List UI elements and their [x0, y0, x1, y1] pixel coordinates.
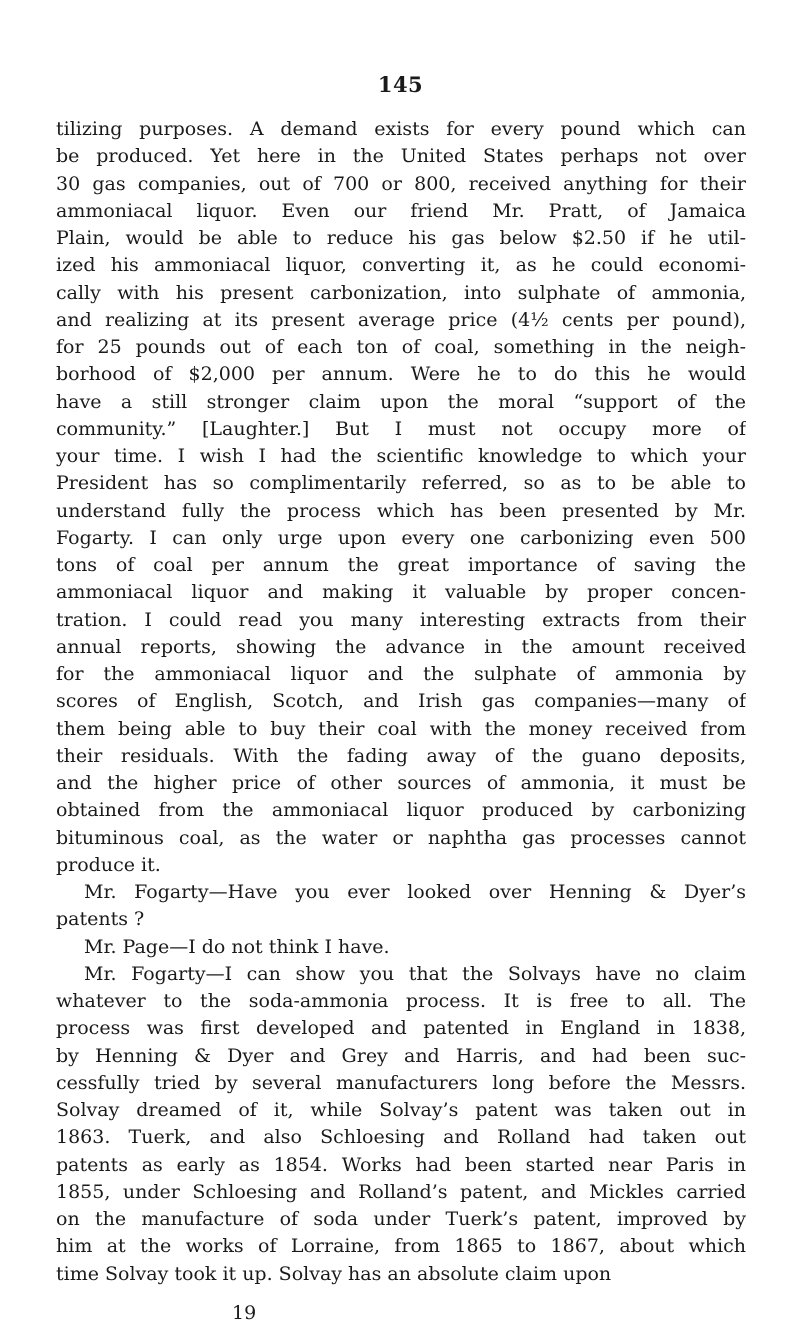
- text-line: and realizing at its present average price (4½ cents per pound),: [56, 308, 746, 331]
- paragraph: [56, 116, 746, 879]
- text-line: Solvay dreamed of it, while Solvay’s patent was taken out in: [56, 1099, 746, 1121]
- text-line: them being able to buy their coal with the money received from: [56, 717, 746, 740]
- text-line: borhood of $2,000 per annum. Were he to do this he would: [56, 363, 746, 386]
- text-line: 1855, under Schloesing and Rolland’s patent, and Mickles carried: [56, 1180, 746, 1203]
- text-line: be produced. Yet here in the United States perhaps not over: [56, 145, 746, 168]
- text-line: 30 gas companies, out of 700 or 800, received anything for their: [56, 172, 746, 195]
- text-line: their residuals. With the fading away of the guano deposits,: [56, 744, 746, 767]
- text-line: tons of coal per annum the great importance of saving the: [56, 554, 746, 576]
- paragraph: [56, 934, 746, 961]
- text-line: and the higher price of other sources of ammonia, it must be: [56, 772, 746, 794]
- text-line: cessfully tried by several manufacturers long before the Messrs.: [56, 1071, 746, 1094]
- text-line: patents as early as 1854. Works had been started near Paris in: [56, 1153, 746, 1176]
- text-line: Mr. Page—I do not think I have.: [84, 935, 390, 958]
- signature-mark: 19: [232, 1302, 257, 1324]
- text-line: community.” [Laughter.] But I must not occupy more of: [56, 417, 746, 440]
- text-line: ized his ammoniacal liquor, converting it, as he could economi-: [56, 254, 746, 277]
- text-line: cally with his present carbonization, into sulphate of ammonia,: [56, 281, 746, 304]
- paragraph: [56, 961, 746, 1288]
- text-line: obtained from the ammoniacal liquor produced by carbonizing: [56, 799, 746, 822]
- text-line: whatever to the soda-ammonia process. It is free to all. The: [56, 990, 746, 1012]
- text-line: by Henning & Dyer and Grey and Harris, and had been suc-: [56, 1044, 746, 1067]
- text-line: understand fully the process which has been presented by Mr.: [56, 499, 746, 522]
- text-line: 1863. Tuerk, and also Schloesing and Rolland had taken out: [56, 1126, 746, 1149]
- text-line: bituminous coal, as the water or naphtha gas processes cannot: [56, 826, 746, 849]
- page-number: 145: [377, 72, 424, 97]
- text-line: scores of English, Scotch, and Irish gas companies—many of: [56, 690, 746, 713]
- text-line: President has so complimentarily referred, so as to be able to: [56, 472, 746, 495]
- text-line: him at the works of Lorraine, from 1865 to 1867, about which: [56, 1235, 746, 1258]
- text-line: time Solvay took it up. Solvay has an absolute claim upon: [56, 1262, 612, 1285]
- text-line: annual reports, showing the advance in the amount received: [56, 635, 746, 658]
- text-line: Mr. Fogarty—I can show you that the Solvays have no claim: [84, 962, 746, 985]
- text-line: have a still stronger claim upon the moral “support of the: [56, 390, 746, 413]
- text-line: Mr. Fogarty—Have you ever looked over Henning & Dyer’s: [84, 881, 746, 903]
- text-line: patents ?: [56, 908, 145, 931]
- text-line: process was first developed and patented in England in 1838,: [56, 1017, 746, 1040]
- body-text: [56, 116, 746, 1288]
- text-line: for the ammoniacal liquor and the sulphate of ammonia by: [56, 663, 746, 685]
- text-line: ammoniacal liquor. Even our friend Mr. Pratt, of Jamaica: [56, 199, 746, 222]
- text-line: Plain, would be able to reduce his gas below $2.50 if he util-: [56, 227, 746, 249]
- text-line: Fogarty. I can only urge upon every one carbonizing even 500: [56, 526, 746, 549]
- text-line: tilizing purposes. A demand exists for every pound which can: [56, 118, 746, 140]
- text-line: tration. I could read you many interesting extracts from their: [56, 608, 746, 631]
- text-line: your time. I wish I had the scientific knowledge to which your: [56, 445, 746, 467]
- text-line: produce it.: [56, 853, 161, 876]
- paragraph: [56, 879, 746, 934]
- text-line: ammoniacal liquor and making it valuable by proper concen-: [56, 581, 746, 604]
- text-line: for 25 pounds out of each ton of coal, something in the neigh-: [56, 336, 746, 358]
- text-line: on the manufacture of soda under Tuerk’s patent, improved by: [56, 1208, 746, 1230]
